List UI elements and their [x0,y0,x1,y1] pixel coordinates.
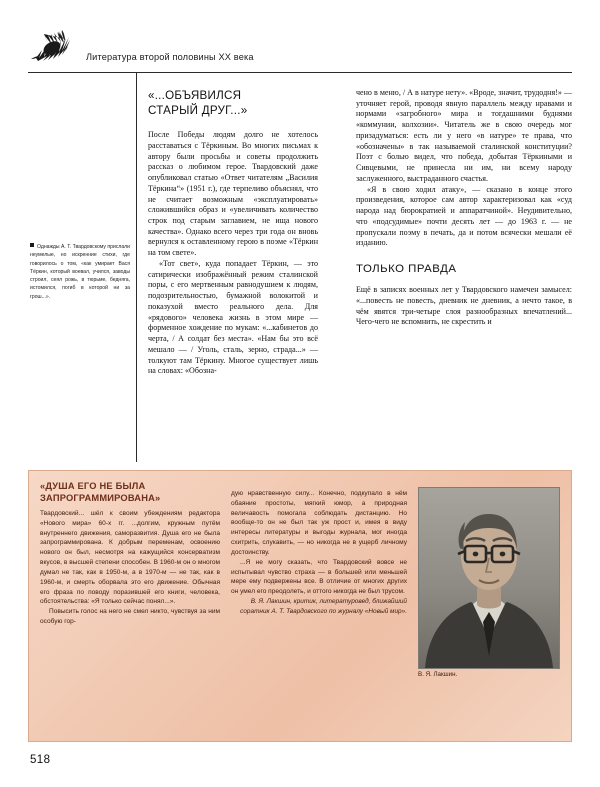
photo-caption: В. Я. Лакшин. [418,671,458,678]
insert-title-line-2: ЗАПРОГРАММИРОВАНА» [40,493,161,504]
margin-rule [136,72,137,462]
main-column-2 [356,88,572,328]
ink-brush-ornament-icon [28,28,72,64]
running-head: Литература второй половины XX века [86,52,254,62]
page-header [0,0,600,74]
paragraph: Ещё в записях военных лет у Твардовского намечен замысел: «...повесть не повесть, дневник не дневник, а нечто такое, в чём явятся три-четыре слоя разнообразных впечатлений... Чего-чего не вспомнить, не скрестить и [356,285,572,327]
article-title-line-1: «...ОБЪЯВИЛСЯ [148,89,242,102]
paragraph: После Победы людям долго не хотелось расставаться с Тёркиным. Во многих письмах к автору были просьбы и советы продолжить рассказ о любимом герое. Твардовский даже опубликовал статью «Ответ читателям „Василия Тёркина“» (1951 г.), где терпеливо объяснял, что не считает возможным «эксплуатировать» сложившийся образ и «увеличивать количество строк под старым заглавием, не ища нового качества». Однако всего через три года он вновь вернулся к оставленному герою в поэме «Тёркин на том свете». [148,130,318,258]
article-title-line-2: СТАРЫЙ ДРУГ...» [148,104,248,118]
insert-column-2 [231,489,407,617]
section-title: ТОЛЬКО ПРАВДА [356,263,457,276]
margin-note-text: Однажды А. Т. Твардовскому прислали неумелые, но искренние стихи, где говорилось о том, «как умирает Вася Тёркин, который воевал, учился, заводы строил, сеял рожь, в тюрьме, бедняга, истомился, погиб в которой ни за грош...». [30,244,130,300]
header-rule [28,72,572,73]
paragraph: Твардовский... шёл к своим убеждениям редактора «Нового мира» 60-х гг. ...долгим, кружным путём внутреннего движения, саморазвития. Душа его не была запрограммирована. К добрым переменам, освоению нового он был, несмотря на кажущийся консерватизм вкусов, в высшей степени способен. В 1960-м он о многом думал не так, как в 1950-м, а в 1970-м — не так, как в 1960-м, и смерть оборвала это его движение. Обычная его фраза по поводу поразившей его книги, человека, обстоятельства: «Я только сейчас понял...». [40,510,220,606]
insert-attribution: В. Я. Лакшин, критик, литературовед, ближайший соратник А. Т. Твардовского по журналу «Новый мир». [240,597,407,615]
paragraph: дую нравственную силу... Конечно, подкупало в нём обаяние простоты, мягкий юмор, а природная величавость помогала соблюдать дистанцию. Но вообще-то он не был так уж прост и, имея в виду интересы литературы и выгоды журнала, мог иногда схитрить, слукавить, — но никогда не в ущерб личному достоинству. [231,490,407,556]
paragraph: Повысить голос на него не смел никто, чувствуя за ним особую гор- [40,608,220,625]
square-bullet-icon [30,243,34,247]
paragraph: «Тот свет», куда попадает Тёркин, — это сатирически изображённый режим сталинской поры, с его мертвенным равнодушием к людям, подозрительностью, бумажной волокитой и показухой вместо реального дела. Для «рядового» человека жизнь в этом мире — форменное хождение по мукам: «...кабинетов до черта, / А солдат без места». «Нам бы это всё мешало — / Уголь, сталь, зерно, страда...» — толкуют там Тёркину. Многое существует лишь на словах: «Обозна- [148,258,318,376]
article-title [148,88,318,118]
insert-title [40,480,225,505]
paragraph: ...Я не могу сказать, что Твардовский вовсе не испытывал чувство страха — в большей или меньшей мере ему подвержены все. В отличие от многих других он умел его преодолеть, и оттого никогда не был трусом. [231,558,407,596]
paragraph: чено в меню, / А в натуре нету». «Вроде, значит, трудодня!» — уточняет герой, проводя явную параллель между нравами и нормами «загробного» мира и тогдашними буднями «коммунии, колхозии». Читатель же в свою очередь мог призадуматься: есть ли у него «в натуре» те права, что «обозначены» в так называемой сталинской конституции? Поэт с болью видел, что победа, добытая Тёркиными и Сивцевыми, не принесла ни им, ни всему народу заслуженного, выстраданного счастья. [356,88,572,183]
margin-note [30,243,130,301]
paragraph: «Я в свою ходил атаку», — сказано в конце этого произведения, которое сам автор характеризовал как «суд народа над бюрократией и аппаратчиной». Неудивительно, что «подсудимые» почти десять лет — до 1963 г. — не пропускали поэму в печать, да и потом всячески мешали её изданию. [356,184,572,248]
page-number: 518 [30,754,51,766]
insert-column-1 [40,509,220,627]
portrait-photo-icon [418,487,560,669]
sidebar-insert-box [28,470,572,742]
insert-title-line-1: «ДУША ЕГО НЕ БЫЛА [40,481,146,491]
main-column-1 [148,88,318,377]
